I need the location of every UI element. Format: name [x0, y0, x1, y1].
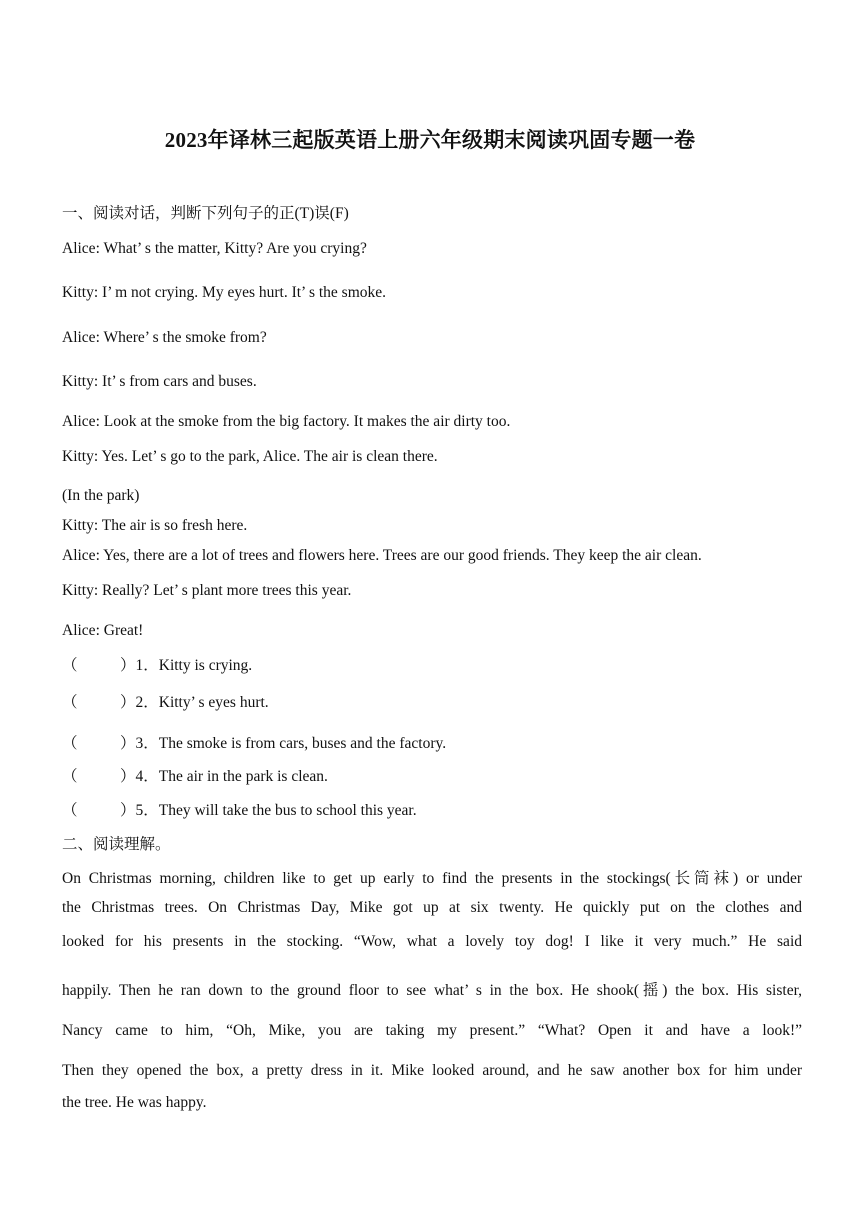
answer-blank-open: （ — [62, 735, 78, 752]
dialogue-line: Kitty: Really? Let’ s plant more trees this year. — [62, 582, 352, 599]
section1-heading: 一、阅读对话，判断下列句子的正(T)误(F) — [62, 205, 349, 222]
question-3 — [62, 731, 446, 753]
dialogue-line: Kitty: The air is so fresh here. — [62, 517, 248, 534]
passage-line: On Christmas morning, children like to get up early to find the presents in the stockings(长筒袜) or under — [62, 870, 802, 887]
dialogue-line: Kitty: I’ m not crying. My eyes hurt. It’ s the smoke. — [62, 284, 387, 301]
question-4 — [62, 764, 328, 786]
document-title: 2023年译林三起版英语上册六年级期末阅读巩固专题一卷 — [164, 128, 696, 152]
dialogue-line: Alice: Yes, there are a lot of trees and flowers here. Trees are our good friends. They keep the air clean. — [62, 547, 702, 564]
passage-line: happily. Then he ran down to the ground floor to see what’ s in the box. He shook(摇) the box. His sister, — [62, 982, 802, 999]
dialogue-line: Kitty: Yes. Let’ s go to the park, Alice. The air is clean there. — [62, 448, 438, 465]
question-text: ）5．They will take the bus to school this year. — [120, 802, 417, 819]
question-text: ）2．Kitty’ s eyes hurt. — [120, 694, 269, 711]
dialogue-line: Alice: Look at the smoke from the big factory. It makes the air dirty too. — [62, 413, 511, 430]
dialogue-line: Alice: Where’ s the smoke from? — [62, 329, 267, 346]
answer-blank-open: （ — [62, 657, 78, 674]
dialogue-line: Alice: What’ s the matter, Kitty? Are you crying? — [62, 240, 367, 257]
question-5 — [62, 798, 417, 820]
answer-blank-open: （ — [62, 768, 78, 785]
question-text: ）4．The air in the park is clean. — [120, 768, 328, 785]
question-2 — [62, 690, 269, 712]
passage-line: Then they opened the box, a pretty dress in it. Mike looked around, and he saw another box for him under — [62, 1062, 802, 1079]
passage-line: Nancy came to him, “Oh, Mike, you are taking my present.” “What? Open it and have a look!” — [62, 1022, 802, 1039]
section2-heading: 二、阅读理解。 — [62, 836, 171, 853]
question-text: ）3．The smoke is from cars, buses and the factory. — [120, 735, 447, 752]
dialogue-line: Kitty: It’ s from cars and buses. — [62, 373, 257, 390]
passage-line: the tree. He was happy. — [62, 1094, 207, 1111]
dialogue-line: Alice: Great! — [62, 622, 144, 639]
answer-blank-open: （ — [62, 802, 78, 819]
passage-line: looked for his presents in the stocking. “Wow, what a lovely toy dog! I like it very much.” He said — [62, 933, 802, 950]
question-1 — [62, 653, 252, 675]
question-text: ）1．Kitty is crying. — [120, 657, 253, 674]
dialogue-line: (In the park) — [62, 487, 140, 504]
answer-blank-open: （ — [62, 694, 78, 711]
passage-line: the Christmas trees. On Christmas Day, Mike got up at six twenty. He quickly put on the clothes and — [62, 899, 802, 916]
